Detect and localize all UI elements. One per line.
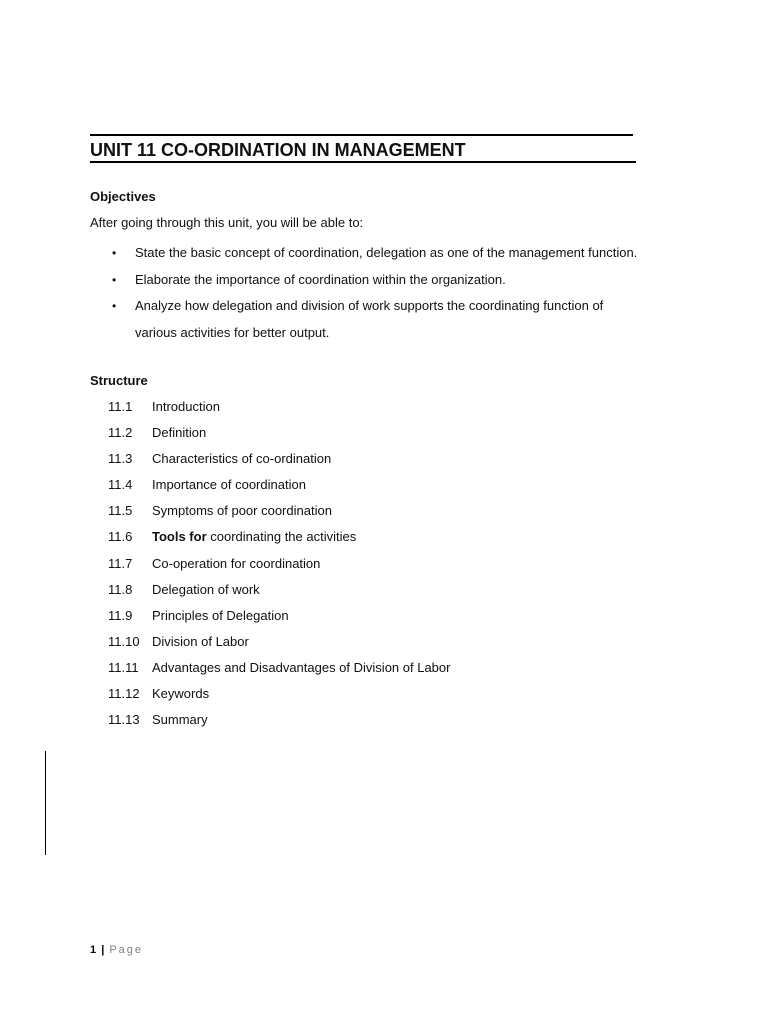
section-number: 11.11 [108, 659, 139, 675]
section-title: Characteristics of co-ordination [152, 451, 332, 467]
structure-item [108, 500, 708, 526]
page-footer [90, 944, 143, 956]
objective-text: Elaborate the importance of coordination within the organization. [135, 271, 506, 287]
structure-item [108, 657, 708, 683]
section-title: Principles of Delegation [152, 607, 289, 623]
section-title: Keywords [152, 686, 210, 702]
section-title-bold: Tools for [152, 529, 207, 545]
structure-item [108, 526, 708, 552]
section-number: 11.1 [108, 399, 133, 414]
structure-item [108, 631, 708, 657]
page-number: 1 [90, 944, 97, 956]
section-number: 11.9 [108, 607, 133, 623]
section-title: Division of Labor [152, 633, 249, 649]
section-title: Co-operation for coordination [152, 555, 321, 571]
structure-list [108, 396, 708, 735]
structure-item [108, 448, 708, 474]
structure-item [108, 683, 708, 709]
section-number: 11.10 [108, 633, 140, 649]
objective-text: Analyze how delegation and division of work supports the coordinating function of various activities for better output. [135, 298, 604, 340]
objectives-heading: Objectives [90, 189, 156, 204]
title-top-rule [90, 134, 633, 136]
section-number: 11.8 [108, 581, 133, 597]
structure-item [108, 605, 708, 631]
structure-item [108, 396, 708, 422]
bullet-icon: • [112, 272, 117, 287]
section-title: Summary [152, 712, 208, 728]
section-title: Symptoms of poor coordination [152, 503, 332, 519]
section-title: Importance of coordination [152, 477, 306, 493]
objective-text: State the basic concept of coordination, delegation as one of the management function. [135, 245, 638, 260]
section-title: Advantages and Disadvantages of Division of Labor [152, 659, 451, 675]
page-word: Page [109, 944, 144, 956]
title-bottom-rule [90, 161, 636, 163]
section-number: 11.5 [108, 503, 133, 519]
structure-item [108, 422, 708, 448]
objective-item [112, 240, 672, 267]
objective-item [112, 293, 625, 346]
objectives-list [112, 240, 672, 346]
margin-change-bar [45, 751, 46, 855]
section-title: Definition [152, 425, 207, 441]
structure-item [108, 474, 708, 500]
section-number: 11.13 [108, 712, 140, 728]
section-title: Introduction [152, 399, 220, 414]
section-title: Delegation of work [152, 581, 260, 597]
section-number: 11.12 [108, 686, 140, 702]
objective-item [112, 267, 672, 294]
structure-item [108, 579, 708, 605]
structure-item [108, 553, 708, 579]
section-number: 11.6 [108, 529, 133, 545]
bullet-icon: • [112, 299, 117, 313]
unit-title: UNIT 11 CO-ORDINATION IN MANAGEMENT [90, 140, 466, 160]
structure-heading: Structure [90, 373, 148, 388]
section-title [152, 526, 356, 552]
objectives-intro: After going through this unit, you will be able to: [90, 215, 364, 230]
footer-separator: | [101, 944, 105, 956]
section-number: 11.7 [108, 555, 133, 571]
section-number: 11.3 [108, 451, 133, 467]
section-number: 11.4 [108, 477, 133, 493]
structure-item [108, 709, 708, 735]
bullet-icon: • [112, 246, 117, 260]
section-number: 11.2 [108, 425, 133, 441]
section-title-rest: coordinating the activities [206, 529, 357, 545]
